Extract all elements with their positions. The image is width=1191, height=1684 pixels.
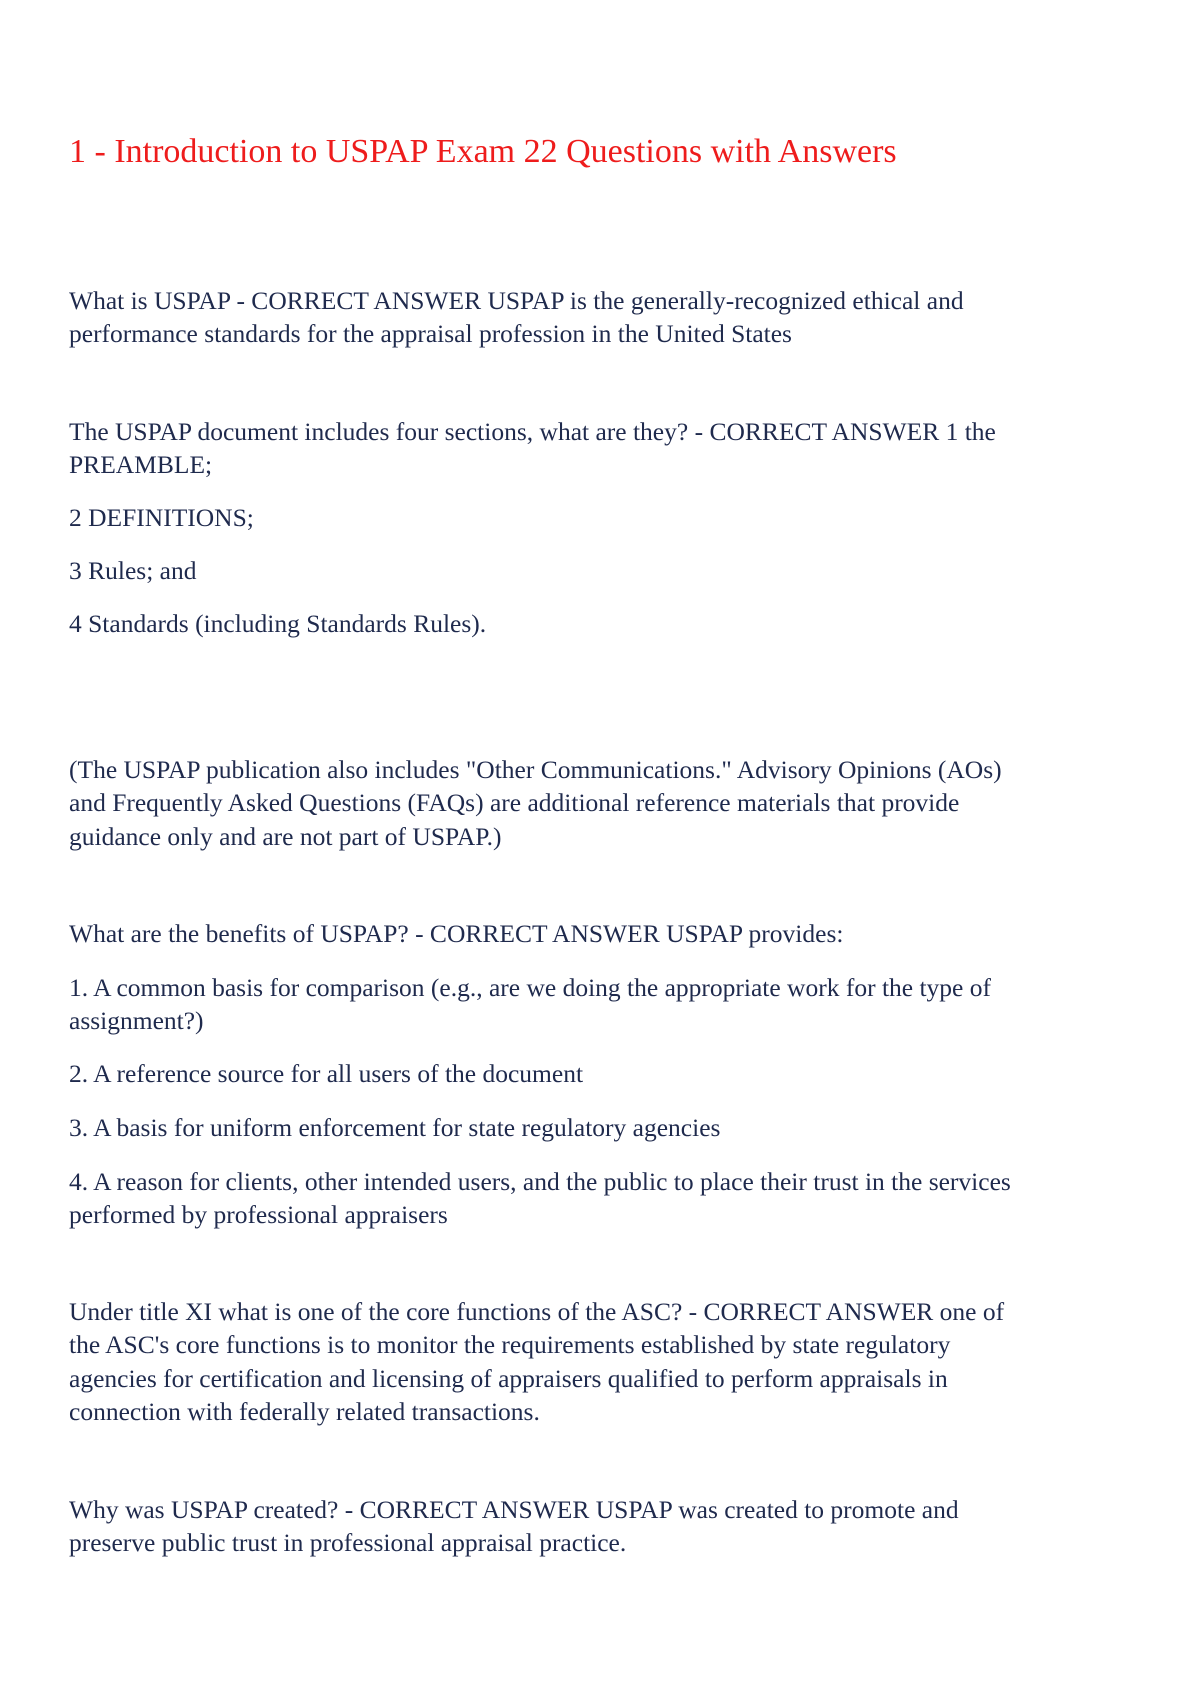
qa-asc-core-function-line-2: the ASC's core functions is to monitor the requirements established by state regulatory [69,1330,951,1359]
qa-benefits-item-1-line-1: 1. A common basis for comparison (e.g., are we doing the appropriate work for the type of [69,973,991,1002]
qa-asc-core-function-line-4: connection with federally related transactions. [69,1397,540,1426]
qa-what-is-uspap-line-2: performance standards for the appraisal profession in the United States [69,319,792,348]
document-title: 1 - Introduction to USPAP Exam 22 Questions with Answers [69,133,897,170]
note-other-communications-line-2: and Frequently Asked Questions (FAQs) are additional reference materials that provide [69,788,960,817]
qa-benefits-item-2: 2. A reference source for all users of the document [69,1059,584,1088]
qa-four-sections-line-1: The USPAP document includes four sections, what are they? - CORRECT ANSWER 1 the [69,417,996,446]
qa-four-sections-item-4: 4 Standards (including Standards Rules). [69,609,487,638]
qa-four-sections-item-3: 3 Rules; and [69,556,197,585]
qa-benefits-question: What are the benefits of USPAP? - CORRECT ANSWER USPAP provides: [69,919,844,948]
qa-benefits-item-4-line-1: 4. A reason for clients, other intended users, and the public to place their trust in the services [69,1167,1011,1196]
qa-four-sections-line-2: PREAMBLE; [69,450,213,479]
qa-why-created-line-2: preserve public trust in professional appraisal practice. [69,1528,627,1557]
qa-benefits-item-3: 3. A basis for uniform enforcement for state regulatory agencies [69,1113,721,1142]
qa-asc-core-function-line-1: Under title XI what is one of the core functions of the ASC? - CORRECT ANSWER one of [69,1297,1005,1326]
note-other-communications-line-1: (The USPAP publication also includes "Other Communications." Advisory Opinions (AOs) [69,755,1002,784]
qa-why-created-line-1: Why was USPAP created? - CORRECT ANSWER USPAP was created to promote and [69,1495,959,1524]
qa-asc-core-function-line-3: agencies for certification and licensing of appraisers qualified to perform appraisals in [69,1364,948,1393]
note-other-communications-line-3: guidance only and are not part of USPAP.) [69,822,502,851]
qa-benefits-item-4-line-2: performed by professional appraisers [69,1200,448,1229]
qa-four-sections-item-2: 2 DEFINITIONS; [69,503,254,532]
qa-benefits-item-1-line-2: assignment?) [69,1006,204,1035]
qa-what-is-uspap-line-1: What is USPAP - CORRECT ANSWER USPAP is the generally-recognized ethical and [69,286,964,315]
